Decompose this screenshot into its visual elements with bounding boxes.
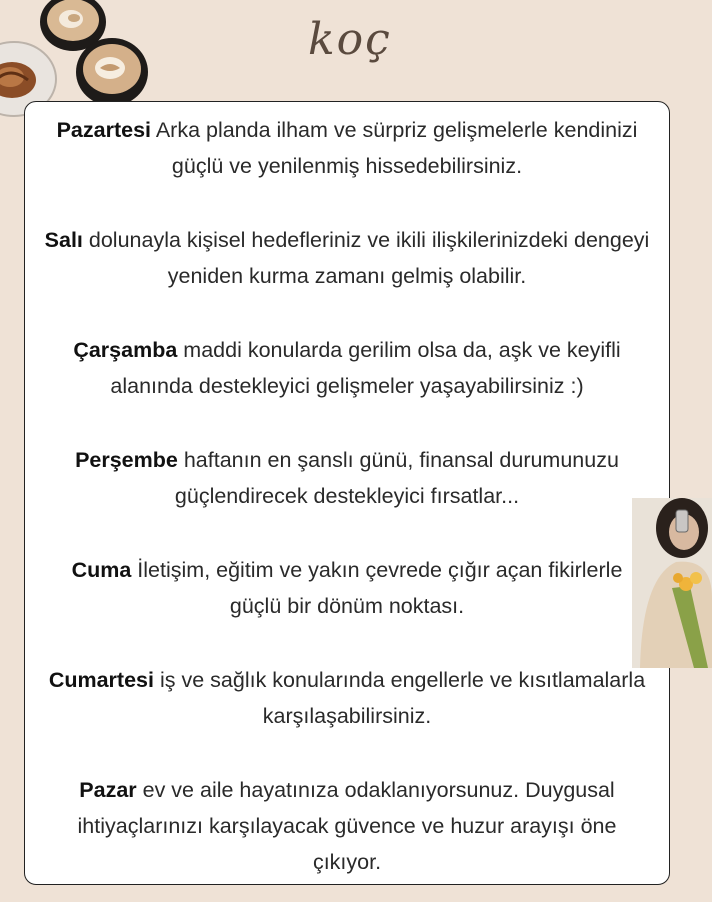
woman-with-flowers-photo	[632, 498, 712, 668]
day-entry-tuesday	[43, 222, 651, 294]
day-name: Çarşamba	[73, 338, 178, 362]
day-entry-friday	[43, 552, 651, 624]
latte-cup-icon	[74, 36, 150, 108]
title-text: koç	[308, 14, 392, 65]
day-entry-sunday	[43, 772, 651, 880]
day-name: Cuma	[71, 558, 132, 582]
day-entry-thursday	[43, 442, 651, 514]
day-name: Perşembe	[75, 448, 178, 472]
horoscope-card	[24, 101, 670, 885]
page-title	[300, 4, 410, 84]
day-text: İletişim, eğitim ve yakın çevrede çığır açan fikirlerle güçlü bir dönüm noktası.	[137, 558, 623, 618]
day-name: Pazar	[79, 778, 137, 802]
day-text: ev ve aile hayatınıza odaklanıyorsunuz. Duygusal ihtiyaçlarınızı karşılayacak güvence ve huzur arayışı öne çıkıyor.	[77, 778, 617, 874]
day-text: Arka planda ilham ve sürpriz gelişmelerle kendinizi güçlü ve yenilenmiş hissedebilirsiniz.	[155, 118, 638, 178]
day-name: Salı	[44, 228, 83, 252]
day-name: Pazartesi	[56, 118, 152, 142]
day-text: dolunayla kişisel hedefleriniz ve ikili ilişkilerinizdeki dengeyi yeniden kurma zamanı gelmiş olabilir.	[88, 228, 650, 288]
day-name: Cumartesi	[48, 668, 154, 692]
day-entry-monday	[43, 112, 651, 184]
day-entry-wednesday	[43, 332, 651, 404]
day-entry-saturday	[43, 662, 651, 734]
day-text: iş ve sağlık konularında engellerle ve kısıtlamalarla karşılaşabilirsiniz.	[159, 668, 646, 728]
day-text: maddi konularda gerilim olsa da, aşk ve keyifli alanında destekleyici gelişmeler yaşayabilirsiniz :)	[110, 338, 621, 398]
day-text: haftanın en şanslı günü, finansal durumunuzu güçlendirecek destekleyici fırsatlar...	[174, 448, 619, 508]
